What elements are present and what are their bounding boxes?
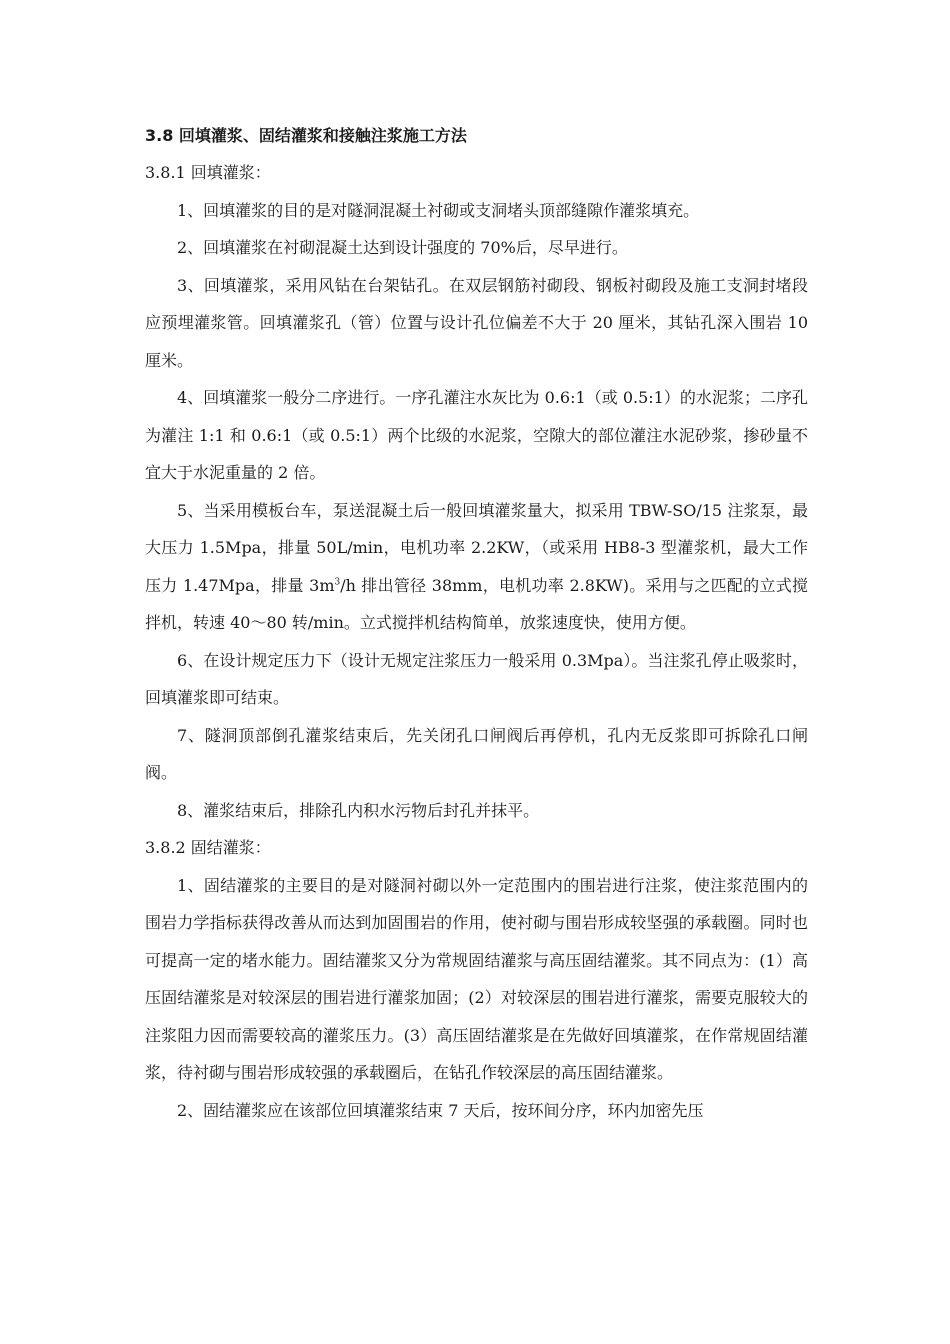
- paragraph: 1、回填灌浆的目的是对隧洞混凝土衬砌或支洞堵头顶部缝隙作灌浆填充。: [177, 200, 700, 220]
- paragraph-equipment: [145, 492, 808, 642]
- superscript: 3: [334, 577, 341, 588]
- paragraph-text: 5、当采用模板台车，泵送混凝土后一般回填灌浆量大，拟采用 TBW-SO/15 注浆泵，最大压力 1.5Mpa，排量 50L/min，电机功率 2.2KW，（或采用 HB8-3 型灌浆机，最大工作压力 1.47Mpa，排量 3m: [145, 500, 808, 595]
- paragraph: 8、灌浆结束后，排除孔内积水污物后封孔并抹平。: [177, 800, 540, 820]
- paragraph: 2、回填灌浆在衬砌混凝土达到设计强度的 70%后，尽早进行。: [177, 238, 628, 257]
- subsection-title-backfill-grouting: 3.8.1 回填灌浆：: [145, 163, 271, 182]
- paragraph: 4、回填灌浆一般分二序进行。一序孔灌注水灰比为 0.6:1（或 0.5:1）的水泥浆；二序孔为灌注 1:1 和 0.6:1（或 0.5:1）两个比级的水泥浆，空隙大的部位灌注水泥砂浆，掺砂量不宜大于水泥重量的 2 倍。: [145, 388, 808, 482]
- paragraph: 6、在设计规定压力下（设计无规定注浆压力一般采用 0.3Mpa）。当注浆孔停止吸浆时，回填灌浆即可结束。: [145, 650, 808, 707]
- subsection-title-consolidation-grouting: 3.8.2 固结灌浆：: [145, 838, 271, 857]
- document-page: [145, 118, 808, 1129]
- paragraph: 1、固结灌浆的主要目的是对隧洞衬砌以外一定范围内的围岩进行注浆，使注浆范围内的围岩力学指标获得改善从而达到加固围岩的作用，使衬砌与围岩形成较坚强的承载圈。同时也可提高一定的堵水能力。固结灌浆又分为常规固结灌浆与高压固结灌浆。其不同点为：(1）高压固结灌浆是对较深层的围岩进行灌浆加固；(2）对较深层的围岩进行灌浆，需要克服较大的注浆阻力因而需要较高的灌浆压力。(3）高压固结灌浆是在先做好回填灌浆，在作常规固结灌浆，待衬砌与围岩形成较强的承载圈后，在钻孔作较深层的高压固结灌浆。: [145, 875, 808, 1082]
- paragraph: 2、固结灌浆应在该部位回填灌浆结束 7 天后，按环间分序，环内加密先压: [177, 1100, 704, 1120]
- paragraph-text: /h 排出管径 38mm，电机功率 2.8KW)。采用与之匹配的立式搅拌机，转速 40～80 转/min。立式搅拌机结构简单，放浆速度快，使用方便。: [145, 575, 808, 632]
- section-heading: 3.8 回填灌浆、固结灌浆和接触注浆施工方法: [145, 126, 467, 145]
- paragraph: 3、回填灌浆，采用风钻在台架钻孔。在双层钢筋衬砌段、钢板衬砌段及施工支洞封堵段应预埋灌浆管。回填灌浆孔（管）位置与设计孔位偏差不大于 20 厘米，其钻孔深入围岩 10 厘米。: [145, 275, 808, 370]
- paragraph: 7、隧洞顶部倒孔灌浆结束后，先关闭孔口闸阀后再停机，孔内无反浆即可拆除孔口闸阀。: [145, 725, 808, 782]
